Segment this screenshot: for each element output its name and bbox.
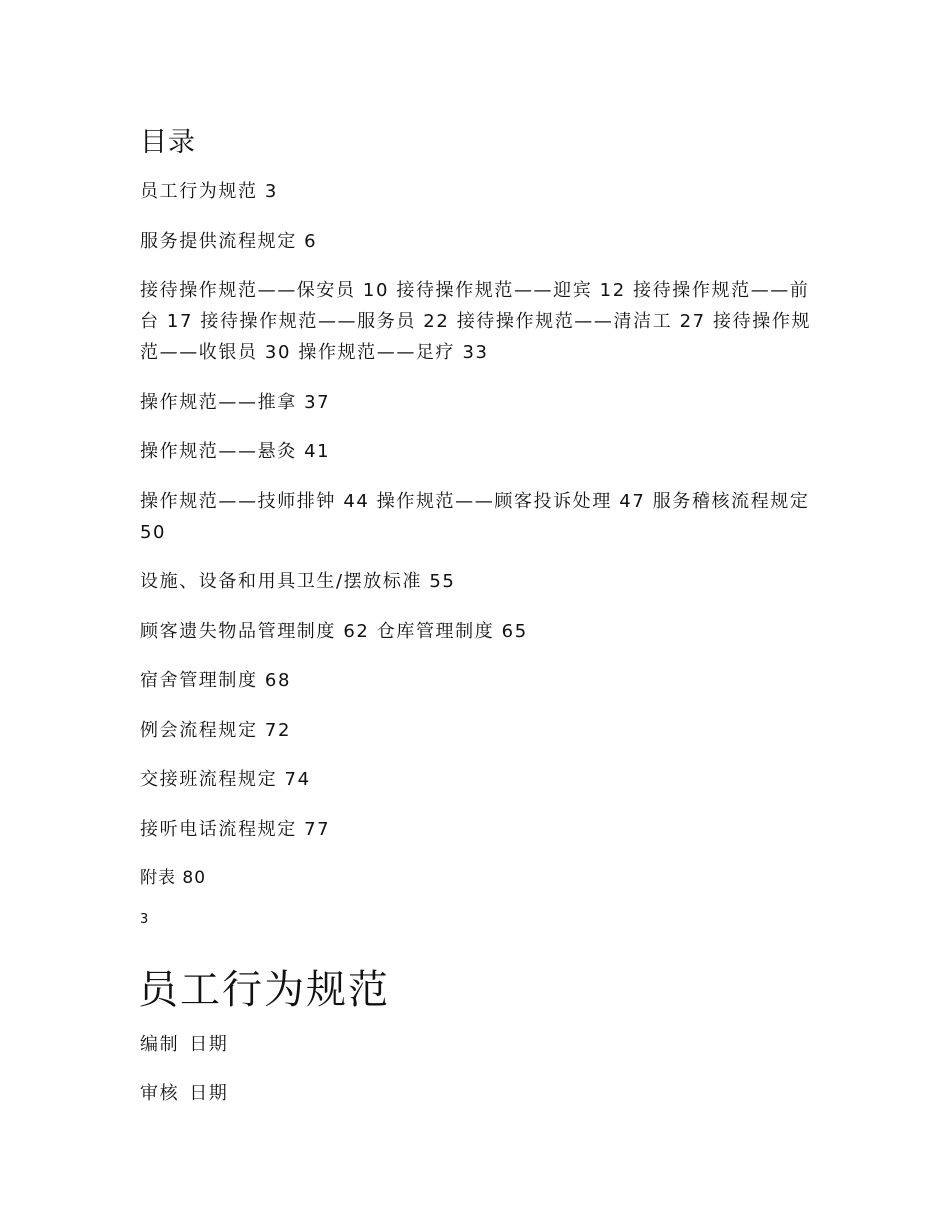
toc-entry: 宿舍管理制度 68	[140, 670, 292, 691]
toc-entry: 操作规范——技师排钟 44 操作规范——顾客投诉处理 47 服务稽核流程规定 50	[140, 490, 810, 543]
toc-entry: 服务提供流程规定 6	[140, 230, 318, 252]
toc-entry: 附表 80	[140, 868, 207, 888]
toc-entry: 交接班流程规定 74	[140, 769, 311, 790]
toc-entry: 操作规范——推拿 37	[140, 391, 331, 413]
toc-heading: 目录	[140, 127, 196, 158]
reviewed-date-label: 日期	[189, 1083, 229, 1104]
section-title: 员工行为规范	[138, 967, 390, 1013]
toc-entry: 接待操作规范——保安员 10 接待操作规范——迎宾 12 接待操作规范——前台 17 接待操作规范——服务员 22 接待操作规范——清洁工 27 接待操作规范——收银员 30 操作规范——足疗 33	[140, 280, 812, 363]
toc-entry: 员工行为规范 3	[140, 181, 278, 202]
reviewed-label: 审核	[140, 1083, 180, 1104]
reviewed-line	[140, 1079, 228, 1105]
toc-list	[140, 176, 820, 894]
toc-entry: 接听电话流程规定 77	[140, 818, 331, 840]
compiled-date-label: 日期	[189, 1034, 229, 1055]
compiled-line	[140, 1030, 228, 1056]
toc-entry: 例会流程规定 72	[140, 719, 292, 741]
toc-entry: 顾客遗失物品管理制度 62 仓库管理制度 65	[140, 620, 528, 642]
toc-entry: 操作规范——悬灸 41	[140, 441, 331, 462]
page-number: 3	[140, 912, 149, 927]
toc-entry: 设施、设备和用具卫生/摆放标准 55	[140, 571, 456, 592]
compiled-label: 编制	[140, 1034, 180, 1055]
